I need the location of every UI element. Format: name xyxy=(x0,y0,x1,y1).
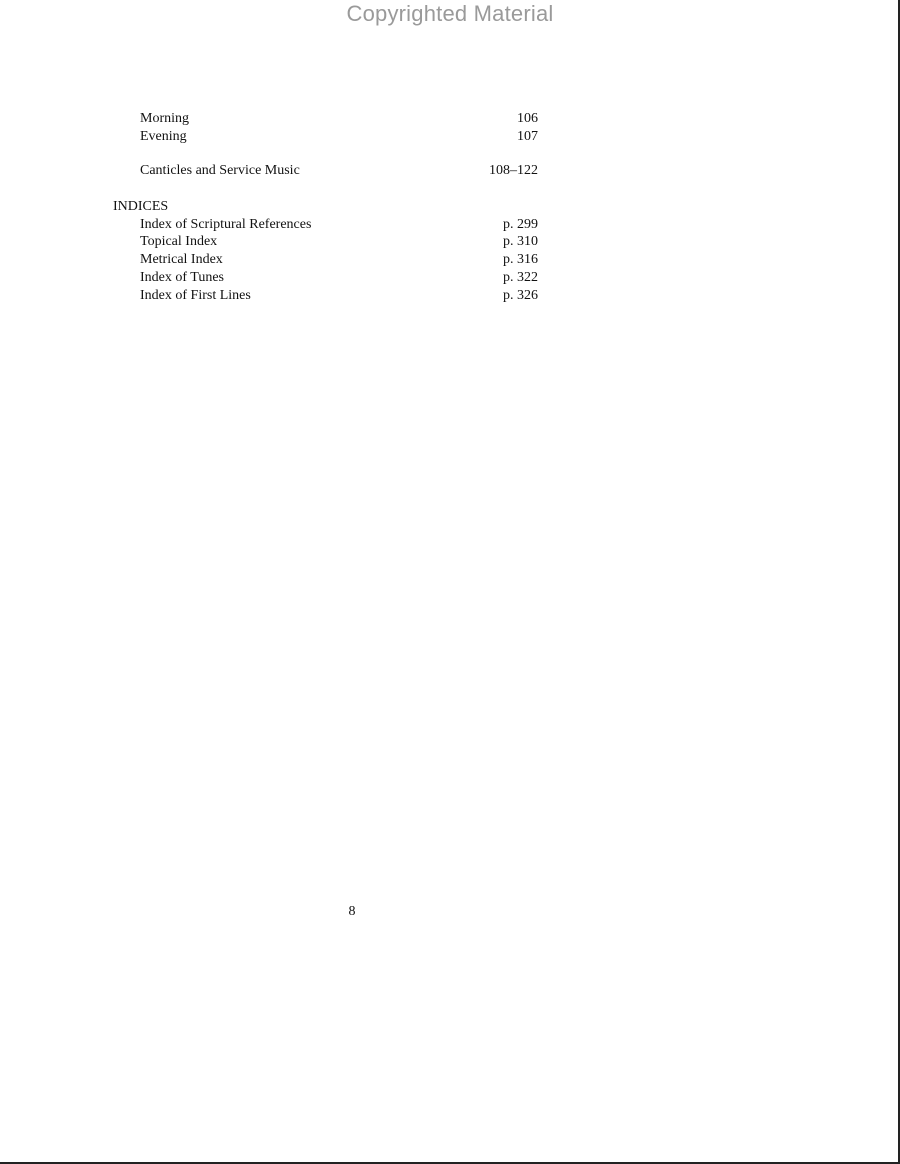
toc-entry-page: p. 326 xyxy=(503,287,538,303)
toc-entry-label: Morning xyxy=(140,111,189,126)
toc-entry-metrical-index xyxy=(113,251,543,269)
toc-entry-morning xyxy=(113,110,543,128)
toc-entry-page: 108–122 xyxy=(489,163,538,179)
toc-entry-label: Metrical Index xyxy=(140,252,223,268)
toc-entry-label: Topical Index xyxy=(140,234,218,250)
copyright-watermark: Copyrighted Material xyxy=(346,1,554,26)
toc-entry-page: 107 xyxy=(517,128,538,144)
toc-entry-scriptural-references xyxy=(113,216,543,234)
toc-entry-label: Index of Scriptural References xyxy=(140,216,312,232)
toc-entry-evening xyxy=(113,128,543,146)
toc-entry-canticles xyxy=(113,162,543,180)
toc-entry-index-of-tunes xyxy=(113,269,543,287)
toc-spacer xyxy=(113,145,543,162)
toc-entry-topical-index xyxy=(113,233,543,251)
toc-entry-label: Evening xyxy=(140,128,187,144)
toc-entry-page: p. 316 xyxy=(503,252,538,268)
toc-entry-label: Index of First Lines xyxy=(140,287,251,303)
toc-entry-page: p. 310 xyxy=(503,234,538,250)
page-number: 8 xyxy=(348,904,356,919)
toc-section-heading-indices: INDICES xyxy=(113,199,169,215)
toc-entry-page: p. 322 xyxy=(503,269,538,285)
table-of-contents xyxy=(113,110,543,304)
toc-entry-label: Index of Tunes xyxy=(140,269,225,285)
toc-spacer xyxy=(113,180,543,198)
toc-entry-page: 106 xyxy=(517,111,538,126)
toc-entry-index-of-first-lines xyxy=(113,287,543,305)
toc-entry-page: p. 299 xyxy=(503,216,538,232)
toc-entry-label: Canticles and Service Music xyxy=(140,163,300,179)
